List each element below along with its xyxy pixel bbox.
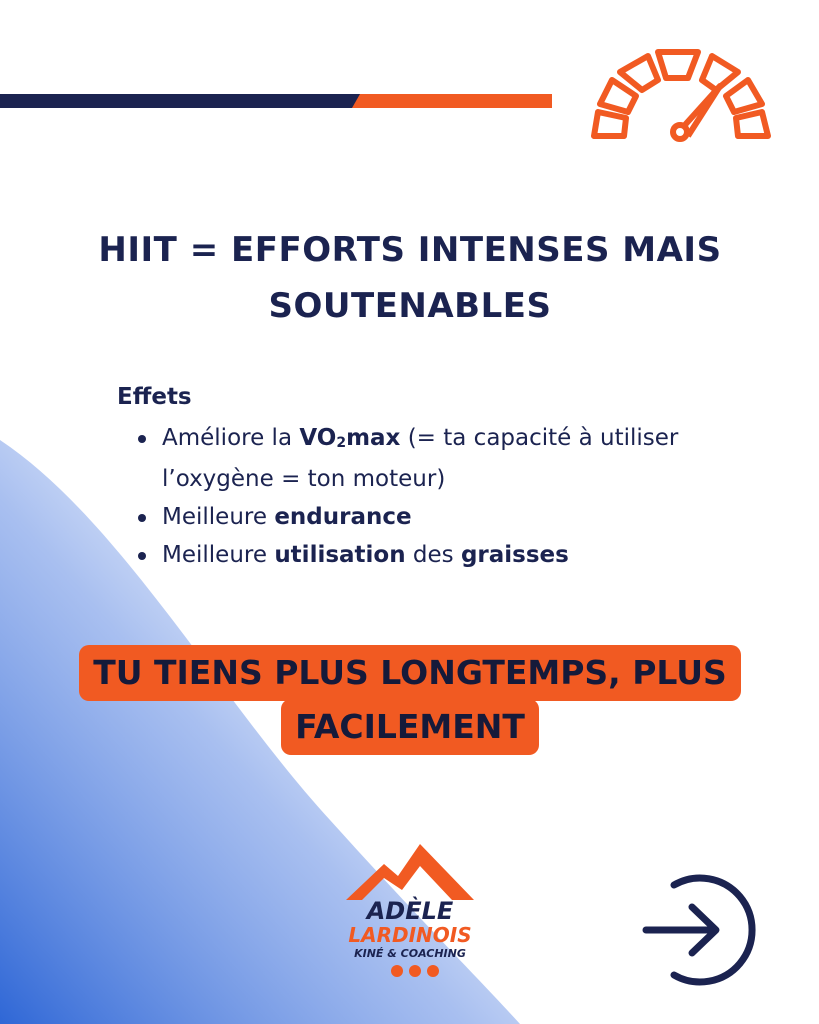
title-line-1: HIIT = EFFORTS INTENSES MAIS: [98, 230, 722, 270]
header-bar-navy: [0, 94, 360, 108]
effects-list: [136, 420, 736, 575]
list-item: Améliore la $VO_2\max$ (= ta capacité à utiliser l’oxygène = ton moteur): [136, 420, 736, 497]
speedometer-icon: [580, 40, 780, 150]
brand-logo: [340, 842, 480, 982]
highlight-line-1: TU TIENS PLUS LONGTEMPS, PLUS: [79, 645, 741, 701]
sport-icons: [390, 964, 440, 978]
logo-name-last: LARDINOIS: [348, 923, 472, 947]
logo-tagline: KINÉ & COACHING: [354, 947, 466, 960]
page-title: [60, 222, 760, 334]
list-item: Meilleure endurance: [136, 499, 736, 535]
next-arrow-icon[interactable]: [640, 865, 760, 995]
list-item: Meilleure utilisation des graisses: [136, 537, 736, 573]
mountain-icon: [340, 842, 480, 902]
title-line-2: SOUTENABLES: [268, 286, 552, 326]
highlight-callout: [72, 645, 748, 755]
logo-name-first: ADÈLE: [366, 897, 454, 925]
effects-label: Effets: [117, 384, 192, 410]
header-bar-orange: [352, 94, 552, 108]
highlight-line-2: FACILEMENT: [281, 699, 539, 755]
